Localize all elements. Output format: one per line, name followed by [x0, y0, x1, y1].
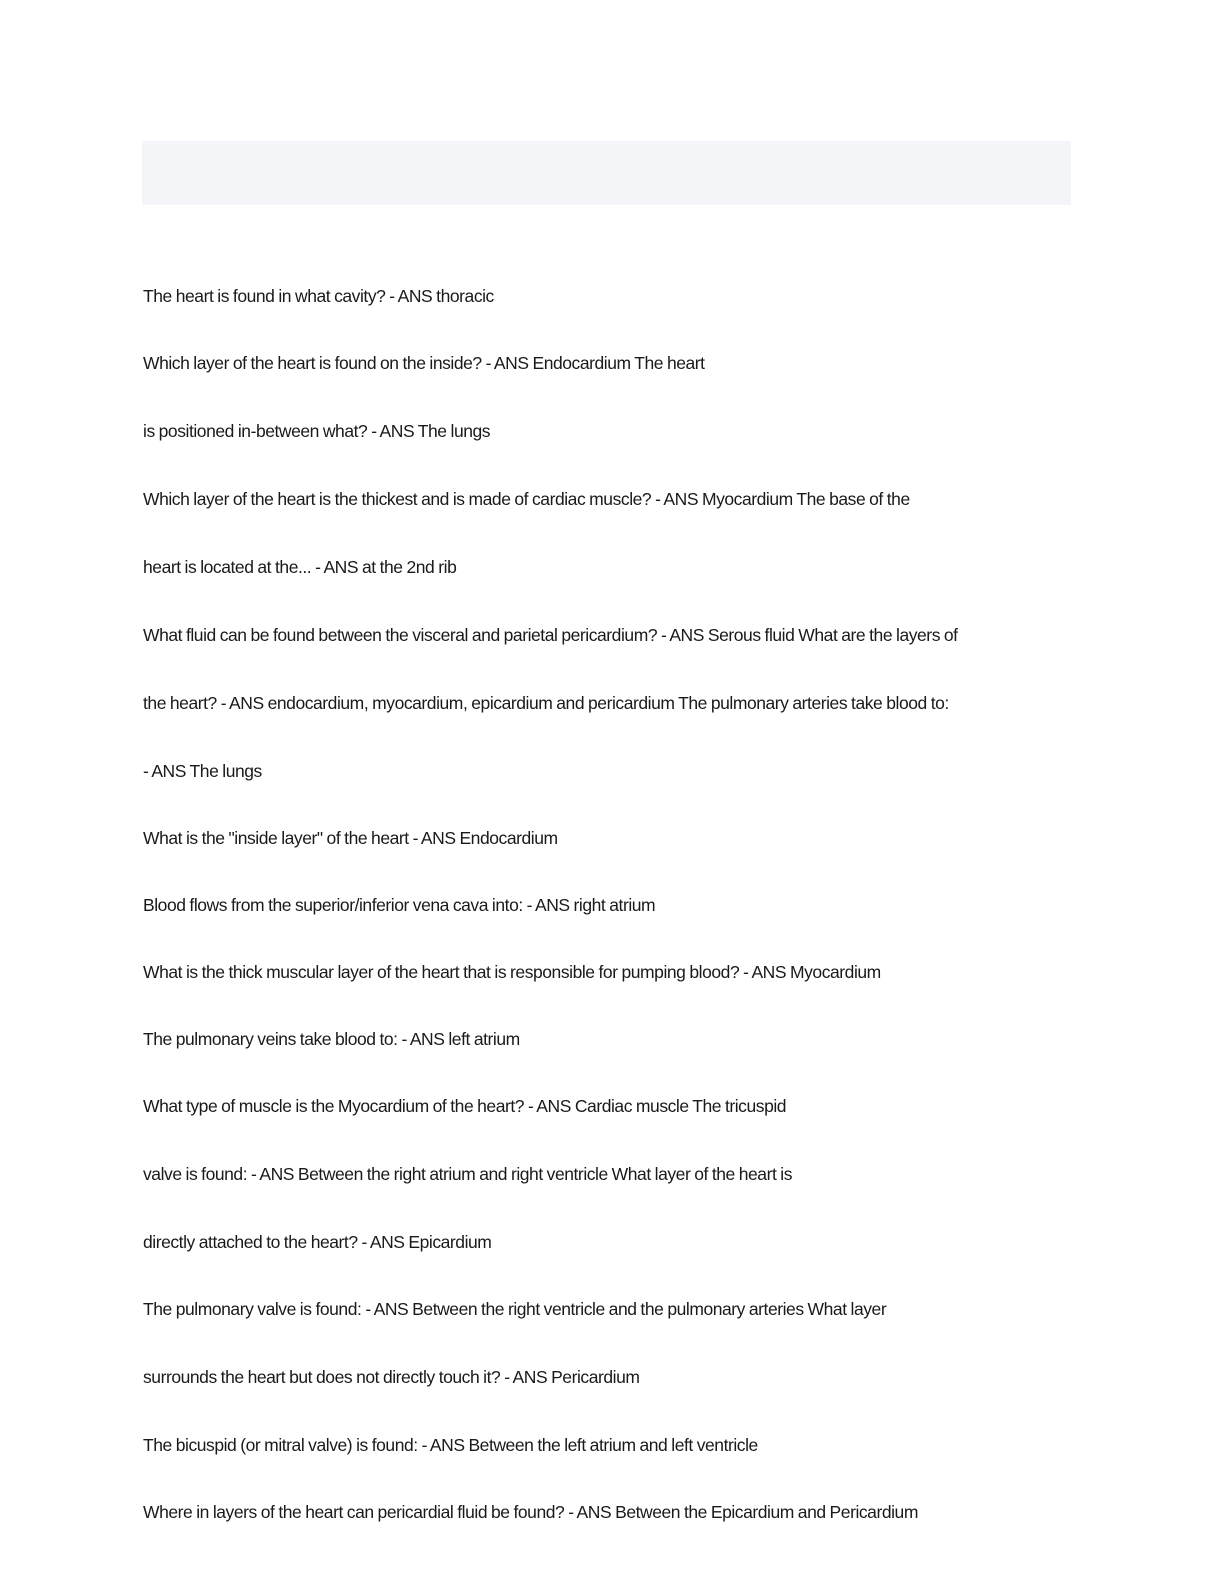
text-line: What type of muscle is the Myocardium of the heart? - ANS Cardiac muscle The tricuspid	[143, 1096, 787, 1116]
text-line: The pulmonary valve is found: - ANS Between the right ventricle and the pulmonary arteries What layer	[143, 1299, 887, 1319]
text-line: The pulmonary veins take blood to: - ANS left atrium	[143, 1029, 520, 1049]
text-line: is positioned in-between what? - ANS The lungs	[143, 421, 491, 441]
text-line: Which layer of the heart is found on the inside? - ANS Endocardium The heart	[143, 353, 705, 373]
text-line: surrounds the heart but does not directly touch it? - ANS Pericardium	[143, 1367, 640, 1387]
text-line: directly attached to the heart? - ANS Epicardium	[143, 1232, 492, 1252]
text-line: What is the "inside layer" of the heart - ANS Endocardium	[143, 828, 558, 848]
text-line: The bicuspid (or mitral valve) is found: - ANS Between the left atrium and left ventricle	[143, 1435, 758, 1455]
text-line: heart is located at the... - ANS at the 2nd rib	[143, 557, 457, 577]
text-line: - ANS The lungs	[143, 761, 262, 781]
text-line: What fluid can be found between the visceral and parietal pericardium? - ANS Serous fluid What are the layers of	[143, 625, 958, 645]
text-line: valve is found: - ANS Between the right atrium and right ventricle What layer of the heart is	[143, 1164, 793, 1184]
text-line: Where in layers of the heart can pericardial fluid be found? - ANS Between the Epicardium and Pericardium	[143, 1502, 918, 1522]
text-line: What is the thick muscular layer of the heart that is responsible for pumping blood? - ANS Myocardium	[143, 962, 881, 982]
text-line: Blood flows from the superior/inferior vena cava into: - ANS right atrium	[143, 895, 656, 915]
text-line: Which layer of the heart is the thickest and is made of cardiac muscle? - ANS Myocardium The base of the	[143, 489, 910, 509]
text-line: The heart is found in what cavity? - ANS thoracic	[143, 286, 494, 306]
header-band	[142, 141, 1071, 205]
text-line: the heart? - ANS endocardium, myocardium, epicardium and pericardium The pulmonary arteries take blood to:	[143, 693, 949, 713]
